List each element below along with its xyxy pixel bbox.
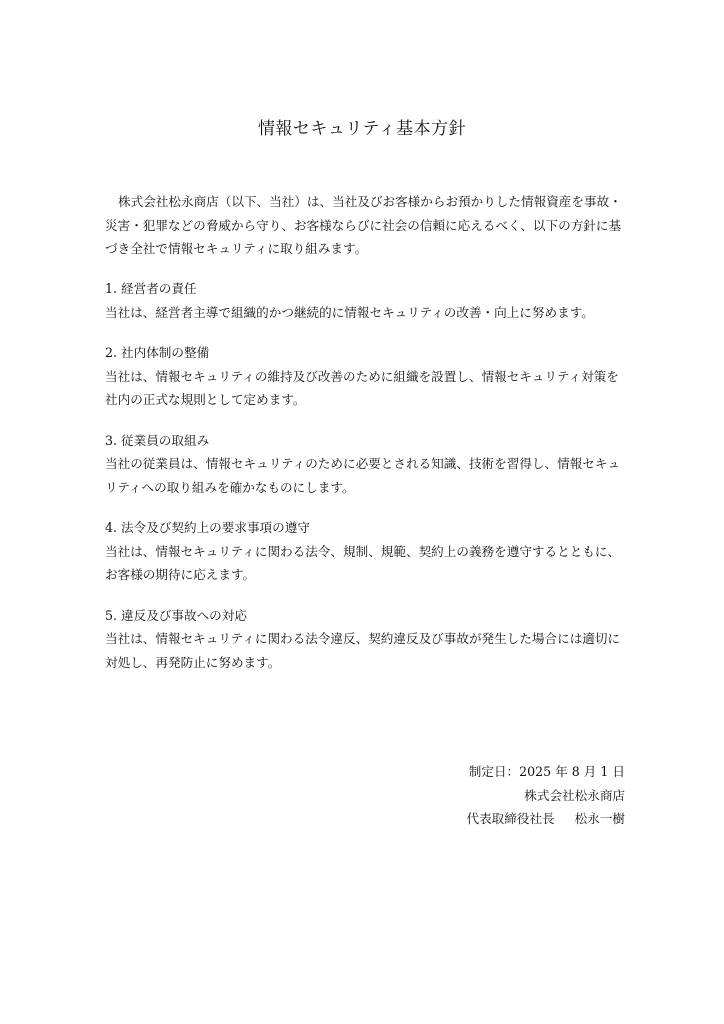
policy-sections	[105, 277, 625, 691]
intro-paragraph	[105, 190, 625, 261]
section-heading: 1. 経営者の責任	[105, 281, 197, 296]
intro-text: 株式会社松永商店（以下、当社）は、当社及びお客様からお預かりした情報資産を事故・災害・犯罪などの脅威から守り、お客様ならびに社会の信頼に応えるべく、以下の方針に基づき全社で情報セキュリティに取り組みます。	[105, 194, 622, 256]
section-body: 当社の従業員は、情報セキュリティのために必要とされる知識、技術を習得し、情報セキュリティへの取り組みを確かなものにします。	[105, 456, 621, 495]
section-heading: 3. 従業員の取組み	[105, 432, 210, 448]
signature-block	[466, 760, 625, 831]
policy-section-5	[105, 604, 625, 675]
section-body: 当社は、経営者主導で組織的かつ継続的に情報セキュリティの改善・向上に努めます。	[105, 304, 594, 320]
document-title: 情報セキュリティ基本方針	[257, 119, 467, 139]
signatory-title: 代表取締役社長	[466, 811, 555, 826]
section-heading: 4. 法令及び契約上の要求事項の遵守	[105, 520, 310, 535]
section-body: 当社は、情報セキュリティに関わる法令違反、契約違反及び事故が発生した場合には適切に対処し、再発防止に努めます。	[105, 631, 621, 670]
policy-section-2	[105, 341, 625, 412]
section-body: 当社は、情報セキュリティに関わる法令、規制、規範、契約上の義務を遵守するとともに、お客様の期待に応えます。	[105, 543, 621, 582]
section-body: 当社は、情報セキュリティの維持及び改善のために組織を設置し、情報セキュリティ対策を社内の正式な規則として定めます。	[105, 368, 619, 407]
enactment-date: 制定日：2025 年 8 月 1 日	[468, 764, 625, 779]
policy-section-4	[105, 516, 625, 587]
policy-section-3	[105, 429, 625, 500]
section-heading: 5. 違反及び事故への対応	[105, 607, 247, 623]
signatory-line	[466, 807, 625, 831]
signatory-name: 松永一樹	[574, 811, 625, 826]
section-heading: 2. 社内体制の整備	[105, 345, 210, 360]
policy-section-1	[105, 277, 625, 324]
company-name: 株式会社松永商店	[524, 787, 625, 803]
